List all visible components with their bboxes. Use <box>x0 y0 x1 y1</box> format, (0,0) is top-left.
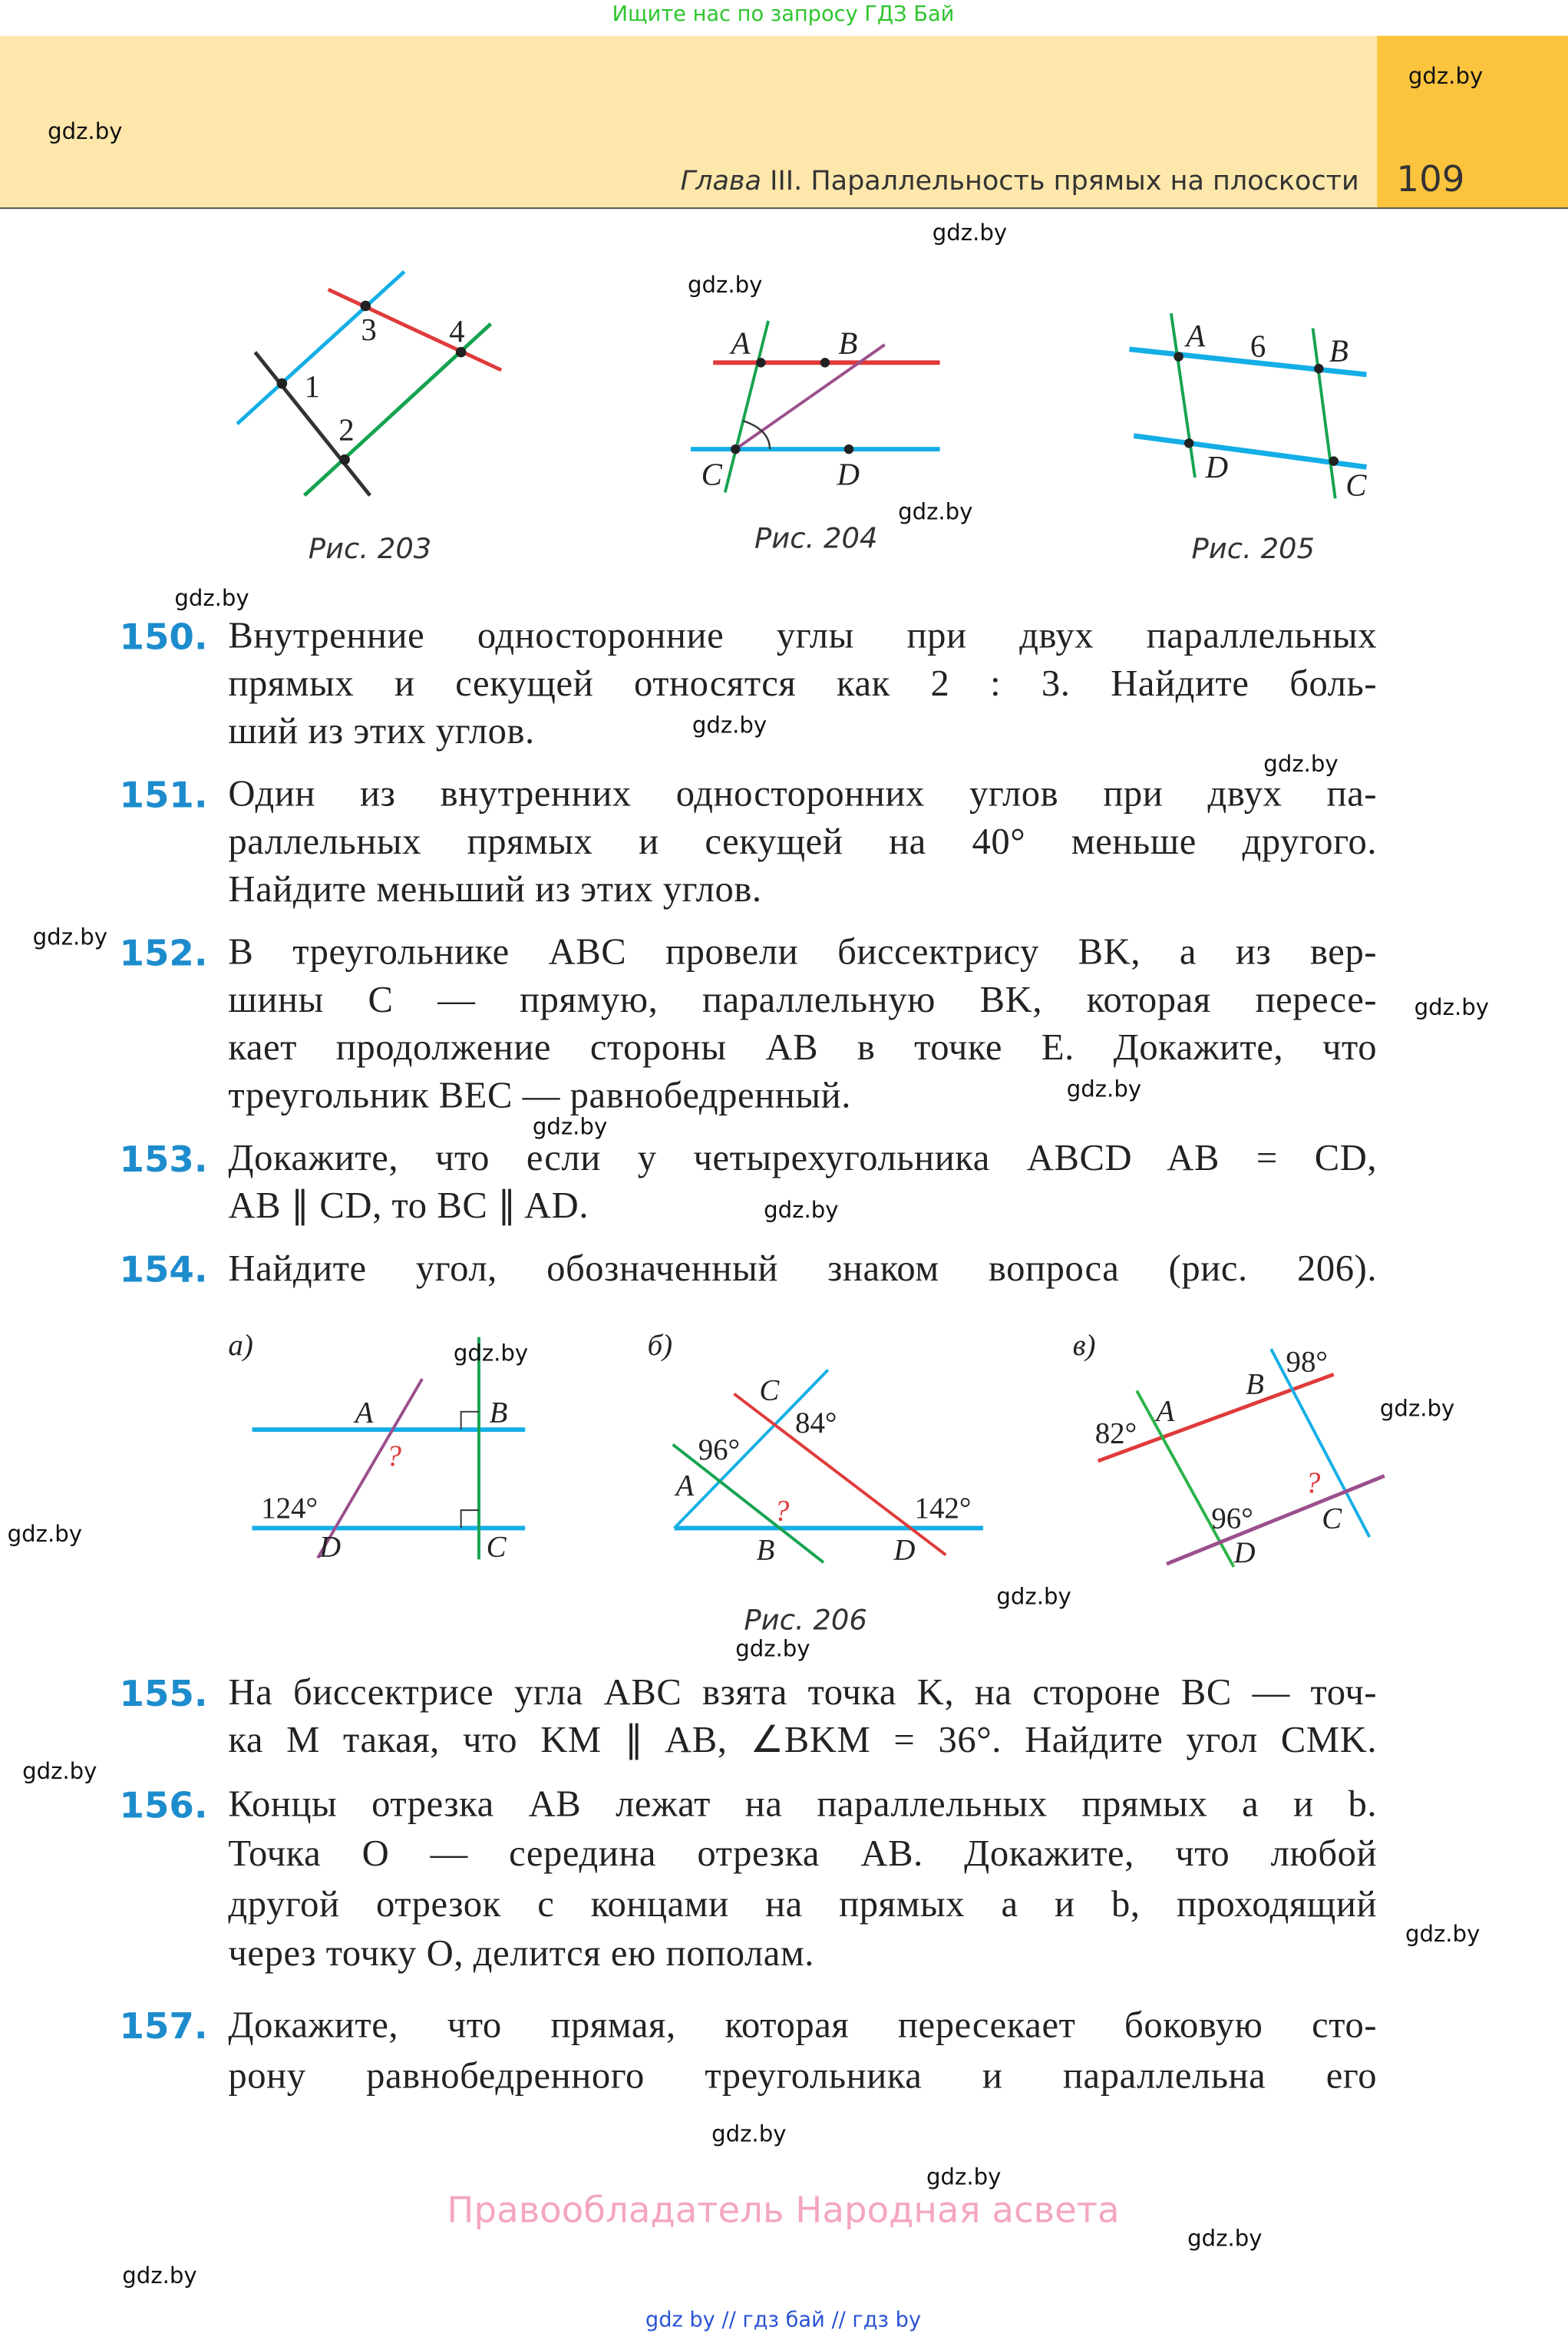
top-note: Ищите нас по запросу ГДЗ Бай <box>612 2 955 27</box>
label: 82° <box>1094 1416 1137 1450</box>
problem-number: 157. <box>119 2005 208 2048</box>
problem-text-line: Найдите угол, обозначенный знаком вопроса (рис. 206). <box>228 1248 1378 1290</box>
subfigure-tag: б) <box>647 1328 673 1362</box>
problem-text-line: шины C — прямую, параллельную BK, которая пересе- <box>228 980 1378 1021</box>
watermark: gdz.by <box>932 219 1008 246</box>
label: D <box>1205 450 1229 485</box>
label: D <box>319 1530 342 1564</box>
problem-number: 152. <box>119 932 208 975</box>
watermark: gdz.by <box>7 1520 83 1548</box>
figure-caption: Рис. 206 <box>744 1603 867 1637</box>
label: D <box>837 457 860 492</box>
problem-text-line: ший из этих углов. <box>228 712 535 752</box>
problem-text-line: прямых и секущей относятся как 2 : 3. Найдите боль- <box>228 663 1378 705</box>
problem-text-line: Концы отрезка AB лежат на параллельных прямых a и b. <box>228 1784 1378 1826</box>
problem-text-line: Один из внутренних односторонних углов при двух па- <box>228 774 1378 815</box>
chapter-word: Глава <box>680 165 761 197</box>
line-blue <box>237 272 404 424</box>
watermark: gdz.by <box>1379 1395 1455 1423</box>
watermark: gdz.by <box>1263 750 1339 778</box>
figure-204 <box>691 321 940 493</box>
label: C <box>1345 468 1367 503</box>
figure-caption: Рис. 204 <box>754 521 878 555</box>
label: B <box>489 1396 508 1429</box>
label: 96° <box>1211 1502 1253 1535</box>
problem-number: 151. <box>119 774 208 817</box>
figure-caption: Рис. 203 <box>308 531 432 565</box>
problem-text-line: В треугольнике ABC провели биссектрису BK, а из вер- <box>228 932 1378 973</box>
label: B <box>838 326 858 361</box>
problem-text-line: AB ∥ CD, то BC ∥ AD. <box>228 1186 589 1227</box>
footer-links[interactable]: gdz by // гдз бай // гдз by <box>645 2309 922 2333</box>
label: 1 <box>304 369 320 405</box>
watermark: gdz.by <box>1187 2225 1263 2252</box>
label: 96° <box>698 1433 741 1467</box>
problem-text-line: Внутренние односторонние углы при двух параллельных <box>228 616 1378 657</box>
label: D <box>893 1533 916 1567</box>
watermark: gdz.by <box>1414 993 1490 1021</box>
label: 4 <box>449 314 465 349</box>
subfigure-tag: в) <box>1072 1328 1096 1362</box>
problem-text-line: кает продолжение стороны AB в точке E. Докажите, что <box>228 1028 1378 1069</box>
problem-text-line: другой отрезок с концами на прямых a и b, проходящий <box>228 1885 1378 1925</box>
label: 98° <box>1286 1345 1328 1379</box>
watermark: gdz.by <box>48 117 123 145</box>
watermark: gdz.by <box>532 1113 608 1141</box>
figure-203 <box>237 272 501 496</box>
label: A <box>731 326 751 361</box>
watermark: gdz.by <box>1066 1076 1142 1103</box>
watermark: gdz.by <box>174 584 249 612</box>
question-mark: ? <box>774 1494 790 1528</box>
label: B <box>1329 333 1348 369</box>
figure-caption: Рис. 205 <box>1191 531 1315 565</box>
problem-text-line: через точку O, делится ею пополам. <box>228 1934 815 1975</box>
question-mark: ? <box>386 1439 401 1472</box>
watermark: gdz.by <box>32 924 108 951</box>
label: C <box>759 1373 780 1407</box>
line-red <box>328 289 501 370</box>
problem-text-line: Докажите, что если у четырехугольника ABCD AB = CD, <box>228 1139 1378 1179</box>
label: B <box>756 1533 775 1567</box>
problem-text-line: Точка O — середина отрезка AB. Докажите, что любой <box>228 1833 1378 1875</box>
chapter-name: III. Параллельность прямых на плоскости <box>770 165 1359 197</box>
subfigure-tag: а) <box>228 1328 253 1362</box>
problem-text-line: Найдите меньший из этих углов. <box>228 870 762 911</box>
watermark: gdz.by <box>1408 62 1484 90</box>
problem-number: 150. <box>119 616 208 659</box>
label: 6 <box>1249 329 1266 364</box>
watermark: gdz.by <box>996 1583 1071 1611</box>
watermark: gdz.by <box>735 1635 810 1663</box>
label: A <box>675 1469 695 1502</box>
problem-text-line: На биссектрисе угла ABC взята точка K, на стороне BC — точ- <box>228 1672 1378 1714</box>
label: 124° <box>261 1491 319 1525</box>
label: B <box>1246 1367 1264 1401</box>
watermark: gdz.by <box>22 1757 97 1785</box>
label: 142° <box>914 1491 972 1525</box>
watermark: gdz.by <box>926 2163 1002 2191</box>
page-number: 109 <box>1396 158 1465 200</box>
watermark: gdz.by <box>688 271 763 299</box>
figure-206-b-labels <box>648 1329 972 1566</box>
figure-205-labels <box>1183 319 1367 502</box>
figure-206-c-labels <box>1073 1329 1343 1569</box>
watermark: gdz.by <box>692 712 767 739</box>
question-mark: ? <box>1305 1466 1321 1499</box>
label: A <box>1156 1394 1175 1428</box>
problem-number: 155. <box>119 1672 208 1715</box>
problem-text-line: рону равнобедренного треугольника и параллельна его <box>228 2056 1378 2097</box>
watermark: gdz.by <box>898 498 973 526</box>
problem-number: 154. <box>119 1248 208 1291</box>
watermark: gdz.by <box>711 2120 787 2148</box>
label: 2 <box>338 412 355 448</box>
problem-text-line: треугольник BEC — равнобедренный. <box>228 1076 851 1116</box>
watermark: gdz.by <box>453 1340 529 1367</box>
label: A <box>1186 318 1206 353</box>
figure-204-labels <box>701 326 860 492</box>
label: A <box>355 1396 374 1429</box>
problem-number: 153. <box>119 1139 208 1181</box>
label: 84° <box>795 1406 837 1440</box>
watermark: gdz.by <box>122 2262 197 2289</box>
label: C <box>1322 1502 1342 1535</box>
label: D <box>1233 1536 1256 1570</box>
problem-text-line: ка M такая, что KM ∥ AB, ∠BKM = 36°. Найдите угол CMK. <box>228 1720 1378 1761</box>
problem-text-line: раллельных прямых и секущей на 40° меньше другого. <box>228 822 1378 863</box>
rights-holder: Правообладатель Народная асвета <box>447 2189 1120 2231</box>
problem-text-line: Докажите, что прямая, которая пересекает боковую сто- <box>228 2005 1378 2046</box>
label: 3 <box>361 312 377 348</box>
watermark: gdz.by <box>1405 1920 1481 1948</box>
watermark: gdz.by <box>764 1196 839 1224</box>
label: C <box>701 457 722 492</box>
problem-number: 156. <box>119 1784 208 1827</box>
label: C <box>486 1530 507 1564</box>
figure-203-labels <box>305 312 465 447</box>
